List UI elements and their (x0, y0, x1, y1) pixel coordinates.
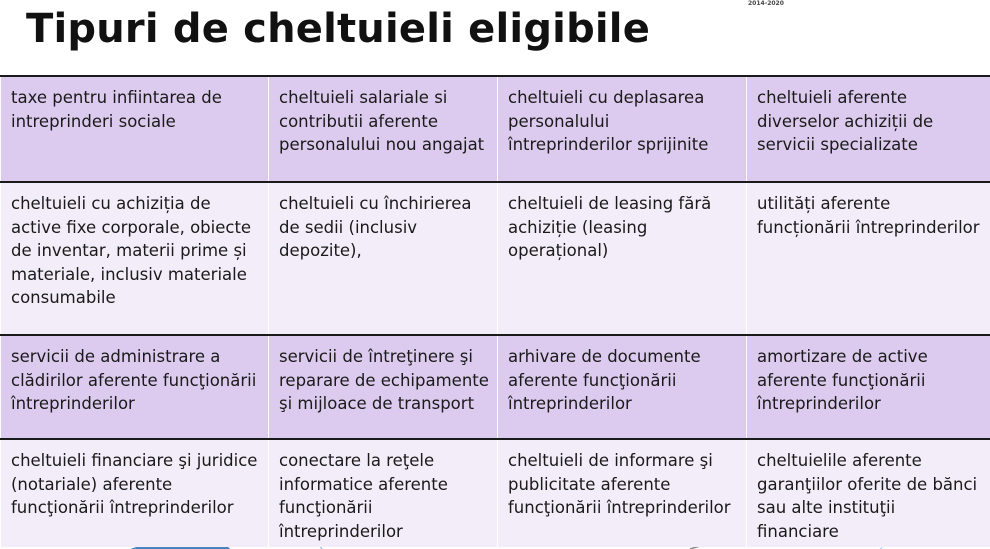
table-row (1, 76, 990, 182)
table-cell: cheltuielile aferente garanţiilor oferite de bănci sau alte instituţii financiare (747, 439, 990, 547)
page-title: Tipuri de cheltuieli eligibile (26, 6, 651, 52)
table-cell: cheltuieli financiare şi juridice (notariale) aferente funcţionării întreprinderilor (1, 439, 269, 547)
table-cell: cheltuieli cu deplasarea personalului întreprinderilor sprijinite (498, 76, 747, 182)
table-cell: cheltuieli de informare şi publicitate aferente funcţionării întreprinderilor (498, 439, 747, 547)
table-cell: cheltuieli aferente diverselor achiziții de servicii specializate (747, 76, 990, 182)
table-cell: servicii de întreţinere şi reparare de echipamente şi mijloace de transport (269, 335, 498, 439)
table-cell: amortizare de active aferente funcţionării întreprinderilor (747, 335, 990, 439)
table-cell: conectare la reţele informatice aferente funcţionării întreprinderilor (269, 439, 498, 547)
table-row (1, 439, 990, 547)
table-cell: cheltuieli cu închirierea de sedii (inclusiv depozite), (269, 182, 498, 335)
table-cell: cheltuieli cu achiziția de active fixe corporale, obiecte de inventar, materii prime și materiale, inclusiv materiale consumabile (1, 182, 269, 335)
table-cell: arhivare de documente aferente funcţionării întreprinderilor (498, 335, 747, 439)
table-cell: servicii de administrare a clădirilor aferente funcţionării întreprinderilor (1, 335, 269, 439)
eligible-expenses-table (0, 75, 990, 547)
table-row (1, 182, 990, 335)
table-cell: cheltuieli salariale si contributii aferente personalului nou angajat (269, 76, 498, 182)
table-cell: utilități aferente funcționării întreprinderilor (747, 182, 990, 335)
logo-caption: 2014-2020 (748, 0, 784, 7)
table-cell: taxe pentru infiintarea de intreprinderi sociale (1, 76, 269, 182)
table-cell: cheltuieli de leasing fără achiziție (leasing operațional) (498, 182, 747, 335)
table-row (1, 335, 990, 439)
